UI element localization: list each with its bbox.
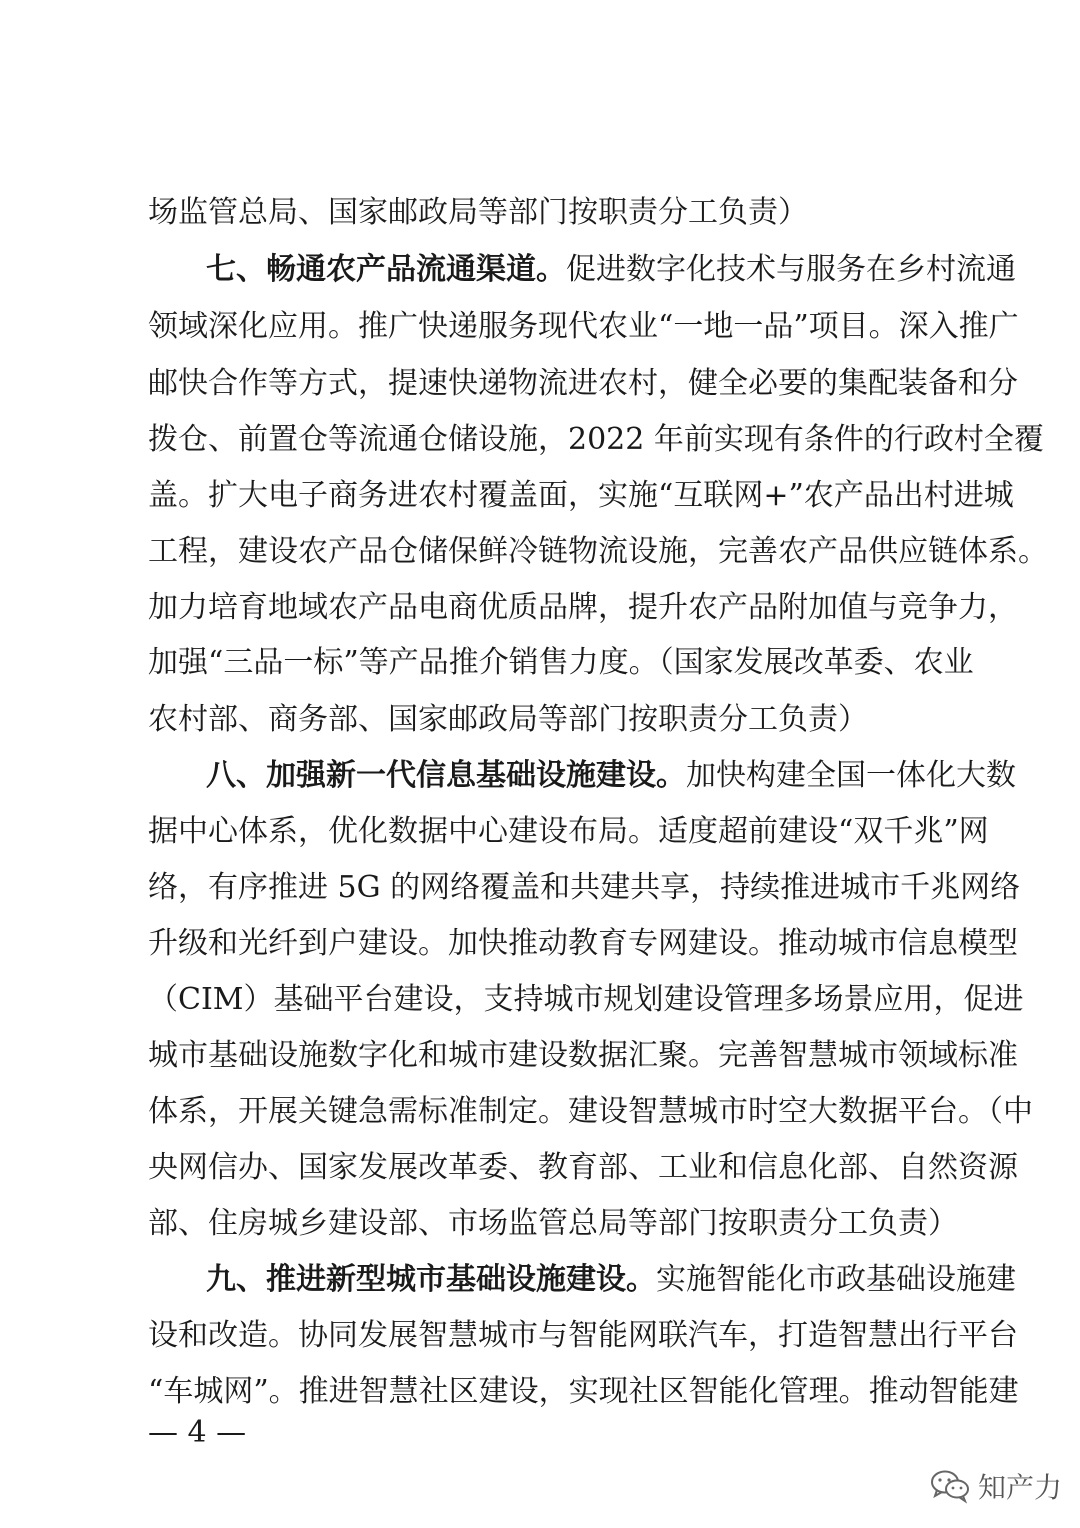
text-line: 络，有序推进 5G 的网络覆盖和共建共享，持续推进城市千兆网络 — [148, 870, 1021, 905]
text-line: 加力培育地域农产品电商优质品牌，提升农产品附加值与竞争力， — [148, 590, 1018, 625]
text-line: 升级和光纤到户建设。加快推动教育专网建设。推动城市信息模型 — [148, 926, 1018, 961]
text-line: 据中心体系，优化数据中心建设布局。适度超前建设“双千兆”网 — [148, 814, 989, 849]
text-line: 盖。扩大电子商务进农村覆盖面，实施“互联网+”农产品出村进城 — [148, 478, 1014, 513]
text-line: 设和改造。协同发展智慧城市与智能网联汽车，打造智慧出行平台 — [148, 1318, 1018, 1353]
wechat-icon — [930, 1469, 970, 1503]
page-number: — 4 — — [148, 1415, 247, 1450]
text-line: 领域深化应用。推广快递服务现代农业“一地一品”项目。深入推广 — [148, 309, 1019, 344]
watermark-text: 知产力 — [978, 1471, 1063, 1504]
text-line: 农村部、商务部、国家邮政局等部门按职责分工负责） — [148, 702, 868, 737]
text-line: 央网信办、国家发展改革委、教育部、工业和信息化部、自然资源 — [148, 1150, 1018, 1185]
section-heading-line: 七、畅通农产品流通渠道。促进数字化技术与服务在乡村流通 — [206, 252, 1016, 287]
text-line: 拨仓、前置仓等流通仓储设施，2022 年前实现有条件的行政村全覆 — [148, 422, 1044, 457]
text-line: 体系，开展关键急需标准制定。建设智慧城市时空大数据平台。（中 — [148, 1094, 1033, 1129]
section-heading-line: 九、推进新型城市基础设施建设。实施智能化市政基础设施建 — [206, 1262, 1016, 1297]
text-line: 城市基础设施数字化和城市建设数据汇聚。完善智慧城市领域标准 — [148, 1038, 1018, 1073]
text-line: 部、住房城乡建设部、市场监管总局等部门按职责分工负责） — [148, 1206, 958, 1241]
text-line: （CIM）基础平台建设，支持城市规划建设管理多场景应用，促进 — [148, 982, 1024, 1017]
section-heading: 九、推进新型城市基础设施建设。 — [206, 1262, 656, 1297]
text-line: 场监管总局、国家邮政局等部门按职责分工负责） — [148, 195, 808, 230]
section-heading: 八、加强新一代信息基础设施建设。 — [206, 758, 686, 793]
text-line: 工程，建设农产品仓储保鲜冷链物流设施，完善农产品供应链体系。 — [148, 534, 1048, 569]
section-heading: 七、畅通农产品流通渠道。 — [206, 252, 566, 287]
watermark — [930, 1466, 1062, 1506]
text-line: 加强“三品一标”等产品推介销售力度。（国家发展改革委、农业 — [148, 645, 974, 680]
section-heading-line: 八、加强新一代信息基础设施建设。加快构建全国一体化大数 — [206, 758, 1016, 793]
text-line: 邮快合作等方式，提速快递物流进农村，健全必要的集配装备和分 — [148, 366, 1018, 401]
text-line: “车城网”。推进智慧社区建设，实现社区智能化管理。推动智能建 — [148, 1374, 1019, 1409]
